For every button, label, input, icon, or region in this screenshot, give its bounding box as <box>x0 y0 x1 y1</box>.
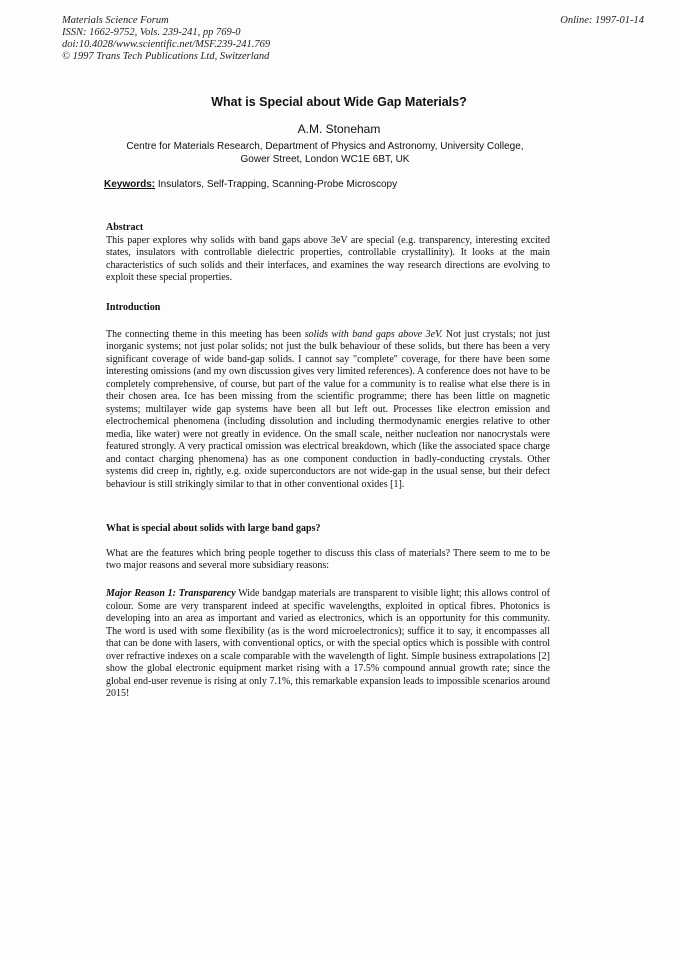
major-reason-label: Major Reason 1: Transparency <box>106 588 236 599</box>
intro-text-before: The connecting theme in this meeting has been <box>106 328 305 340</box>
online-date: Online: 1997-01-14 <box>560 15 644 26</box>
doi-line: doi:10.4028/www.scientific.net/MSF.239-241.769 <box>62 39 271 50</box>
paper-author: A.M. Stoneham <box>297 122 381 136</box>
journal-header <box>62 15 270 63</box>
issn-line: ISSN: 1662-9752, Vols. 239-241, pp 769-0 <box>62 27 241 38</box>
intro-text-after: Not just crystals; not just inorganic systems; not just polar solids; not just the bulk behaviour of these solids, but there has been a very significant coverage of wide band-gap solids. I cannot say "complete" coverage, for there have been some interesting omissions (and my own discussion gives very limited references). A conference does not have to be completely comprehensive, of course, but part of the value for a community is to realise what else there is in their chosen area. Ice has been missing from the scientific programme; there has been little on magnetic systems; multilayer wide gap systems have been all but left out. Processes like electron emission and electrochemical phenomena (including dissolution and including thermodynamic energies relative to other media, like water) were not greatly in evidence. On the small scale, neither nucleation nor nanocrystals were featured strongly. A very practical omission was electrical breakdown, which (like the associated space charge and contact charging phenomena) has as one component conduction in badly-conducting crystals. Other systems did creep in, rightly, e.g. oxide superconductors are not wide-gap in the usual sense, but their defect behaviour is still strikingly similar to that in other conventional oxides [1]. <box>106 328 551 490</box>
abstract-heading: Abstract <box>106 222 144 233</box>
keywords-line <box>104 179 397 190</box>
keywords-text: Insulators, Self-Trapping, Scanning-Probe Microscopy <box>157 179 398 190</box>
major-reason-body: Wide bandgap materials are transparent to visible light; this allows control of colour. Some are very transparent indeed at specific wavelengths, exploited in optical fibres. Photonics is developing into an area as important and varied as electronics, which is an opportunity for this community. The word is used with some flexibility (as is the word microelectronics); suffice it to say, it encompasses all that can be done with lasers, with conventional optics, or with the special optics which is possible with control over refractive indexes on a scale comparable with the wavelength of light. Simple business extrapolations [2] show the global electronic equipment market rising with a 17.5% compound annual growth rate; since the global end-user revenue is rising at only 7.1%, this remarkable expansion leads to impossible scenarios around 2015! <box>106 588 550 699</box>
affiliation-line-1: Centre for Materials Research, Department of Physics and Astronomy, University College, <box>126 141 524 152</box>
introduction-section <box>106 302 550 491</box>
introduction-heading: Introduction <box>106 302 161 313</box>
special-text: What are the features which bring people together to discuss this class of materials? There seem to me to be two major reasons and several more subsidiary reasons: <box>106 547 550 571</box>
abstract-text: This paper explores why solids with band gaps above 3eV are special (e.g. transparency, interesting excited states, insulators with controllable dielectric properties, controllable crystallinity). It looks at the main characteristics of such solids and their interfaces, and examines the way research directions are evolving to exploit these special properties. <box>106 234 550 283</box>
keywords-label: Keywords: <box>104 179 156 190</box>
copyright-line: © 1997 Trans Tech Publications Ltd, Switzerland <box>62 51 270 62</box>
abstract-section <box>106 222 550 285</box>
paper-title: What is Special about Wide Gap Materials? <box>211 95 467 109</box>
introduction-text <box>106 329 550 492</box>
author-affiliation <box>90 140 560 166</box>
affiliation-line-2: Gower Street, London WC1E 6BT, UK <box>240 154 410 165</box>
special-section <box>106 523 550 573</box>
major-reason-section <box>106 588 550 701</box>
special-heading: What is special about solids with large band gaps? <box>106 523 321 534</box>
major-reason-text <box>106 588 550 701</box>
intro-italic-phrase: solids with band gaps above 3eV. <box>304 328 443 340</box>
journal-name: Materials Science Forum <box>62 15 169 26</box>
